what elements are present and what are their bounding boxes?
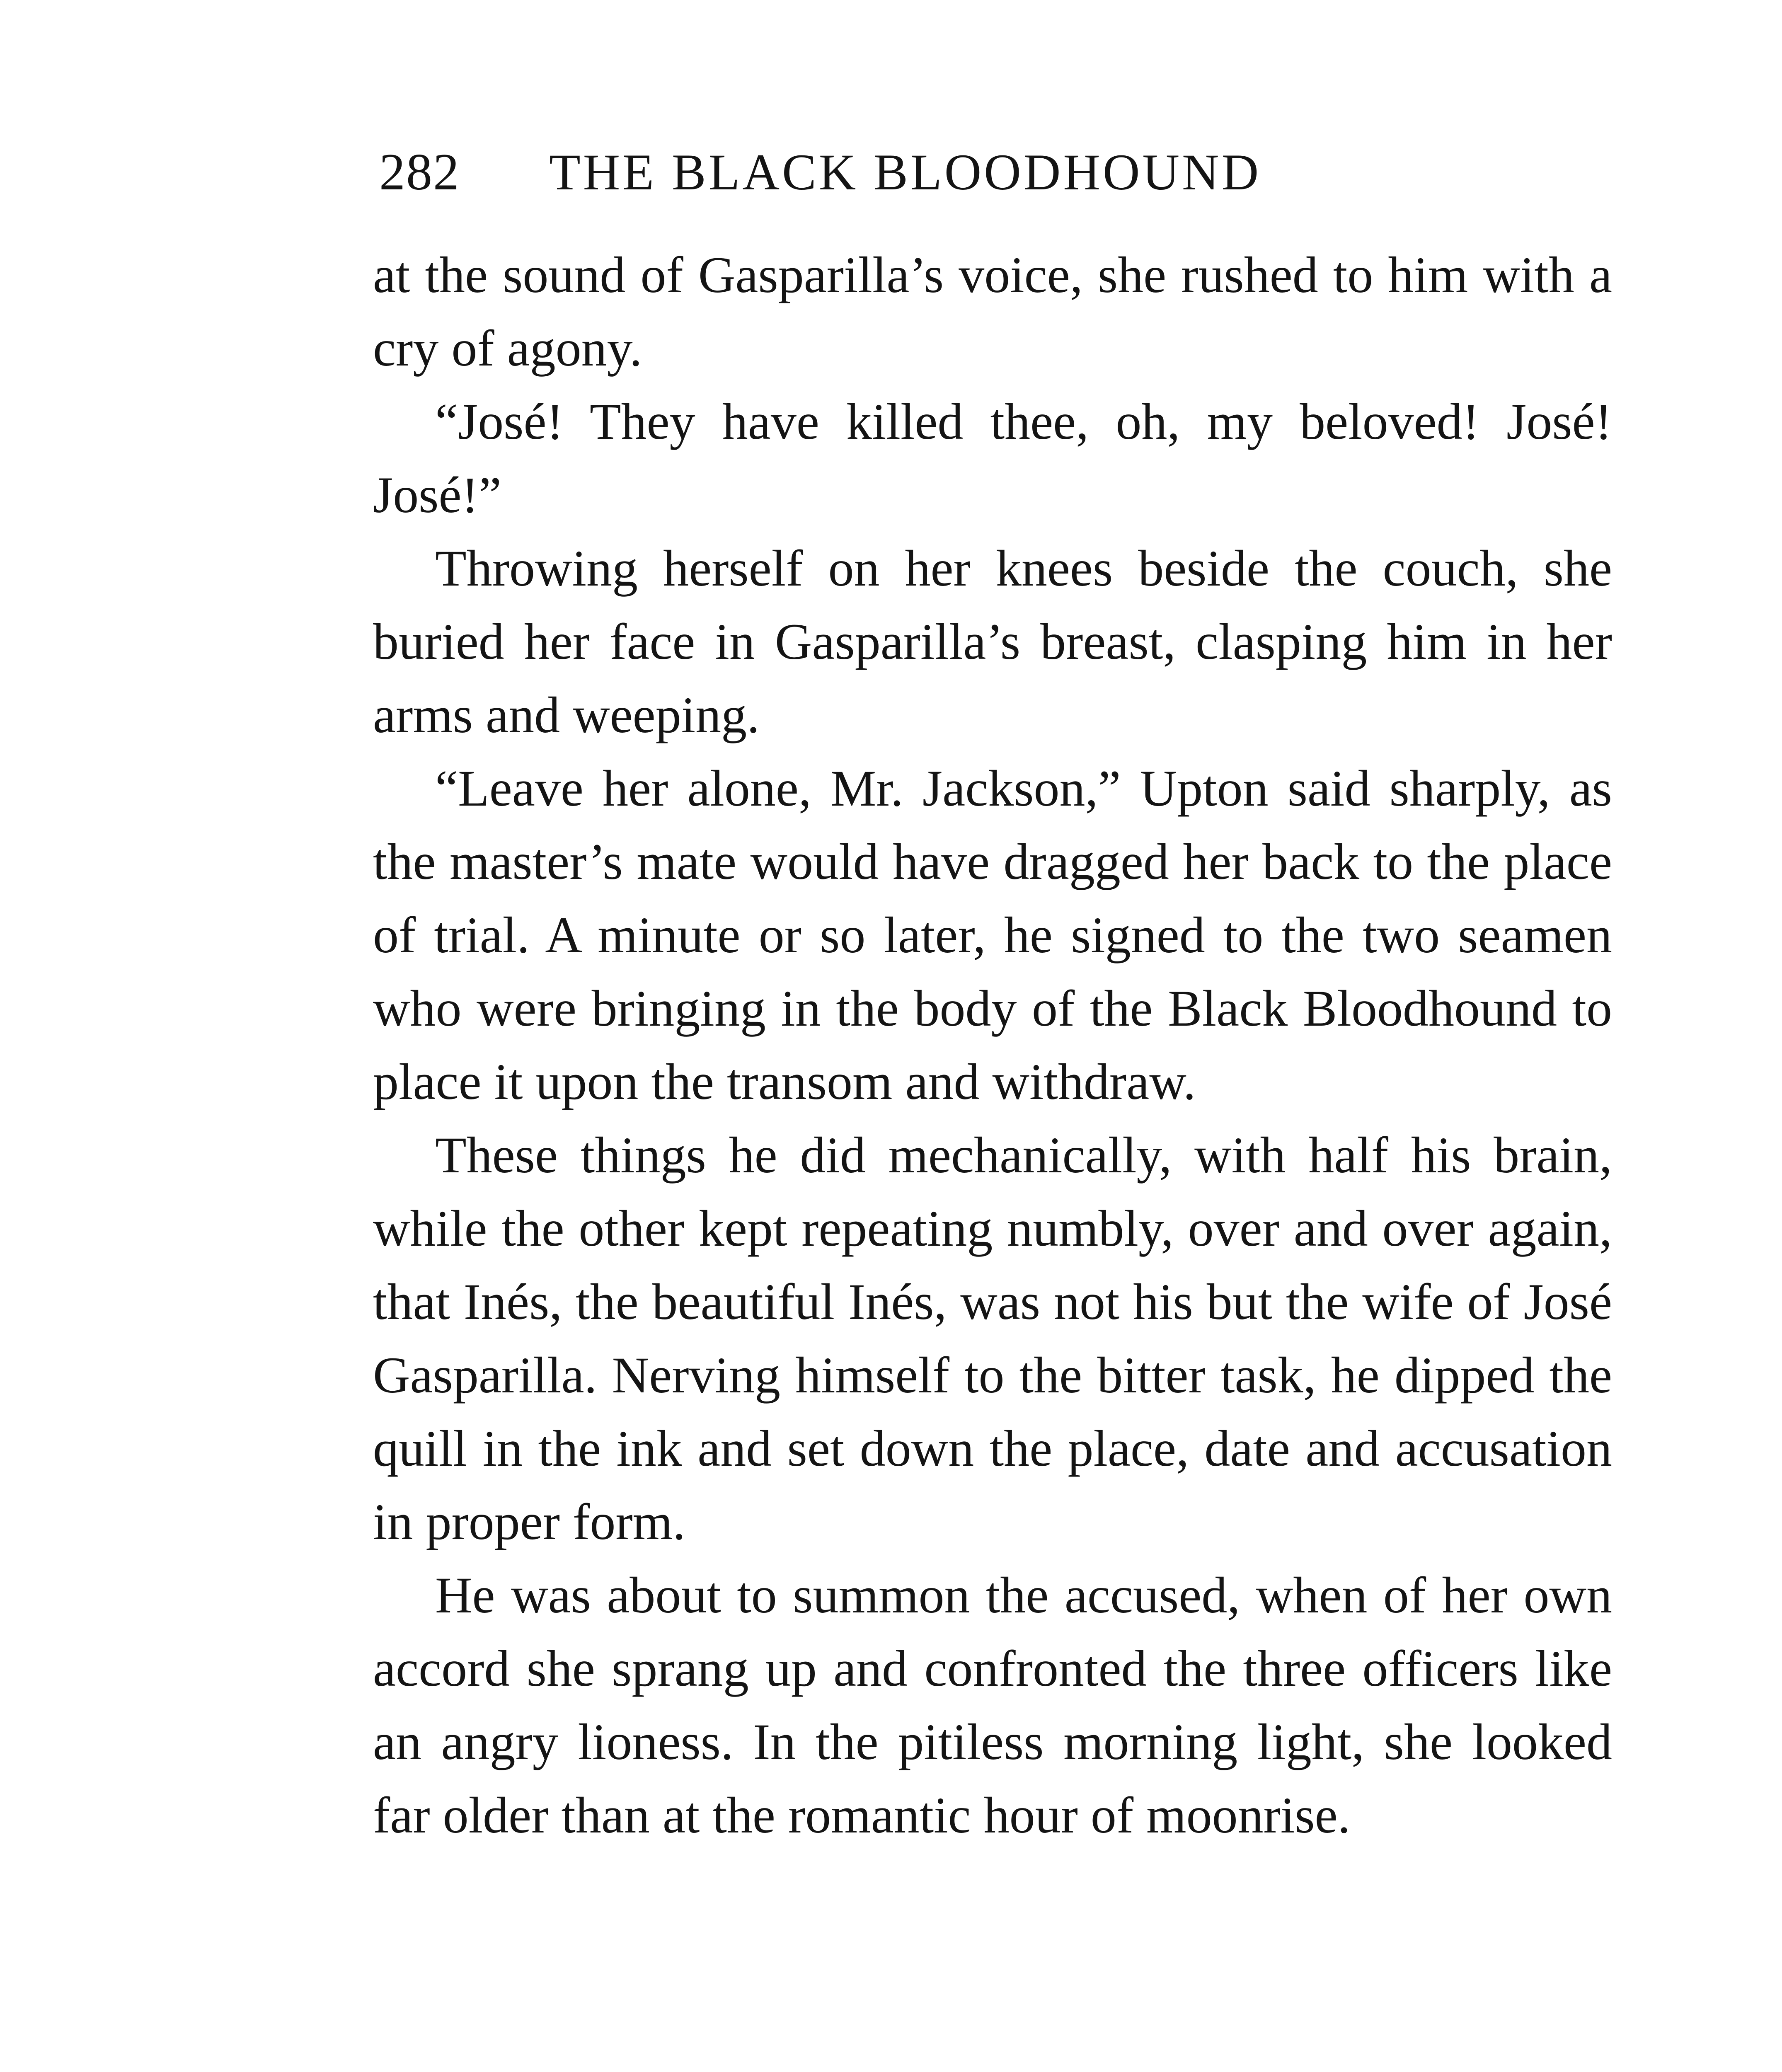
paragraph-throwing-herself: Throwing herself on her knees beside the couch, she buried her face in Gasparilla’s breast, clasping him in her arms and weeping. xyxy=(373,540,1612,743)
page-number: 282 xyxy=(379,143,460,201)
paragraph-these-things: These things he did mechanically, with half his brain, while the other kept repeating numbly, over and over again, that Inés, the beautiful Inés, was not his but the wife of José Gasparilla. Nerving himself to the bitter task, he dipped the quill in the ink and set down the place, date and accusation in proper form. xyxy=(373,1127,1612,1550)
body-text xyxy=(373,238,1612,1852)
running-head xyxy=(379,131,1606,214)
paragraph-dialogue-jose: “José! They have killed thee, oh, my beloved! José! José!” xyxy=(373,393,1612,523)
paragraph-leave-her-alone: “Leave her alone, Mr. Jackson,” Upton said sharply, as the master’s mate would have dragged her back to the place of trial. A minute or so later, he signed to the two seamen who were bringing in the body of the Black Bloodhound to place it upon the transom and withdraw. xyxy=(373,760,1612,1110)
paragraph-summon-accused: He was about to summon the accused, when of her own accord she sprang up and confronted the three officers like an angry lioness. In the pitiless morning light, she looked far older than at the romantic hour of moonrise. xyxy=(373,1567,1612,1844)
running-title: THE BLACK BLOODHOUND xyxy=(549,144,1261,201)
paragraph-continued: at the sound of Gasparilla’s voice, she rushed to him with a cry of agony. xyxy=(373,247,1612,377)
